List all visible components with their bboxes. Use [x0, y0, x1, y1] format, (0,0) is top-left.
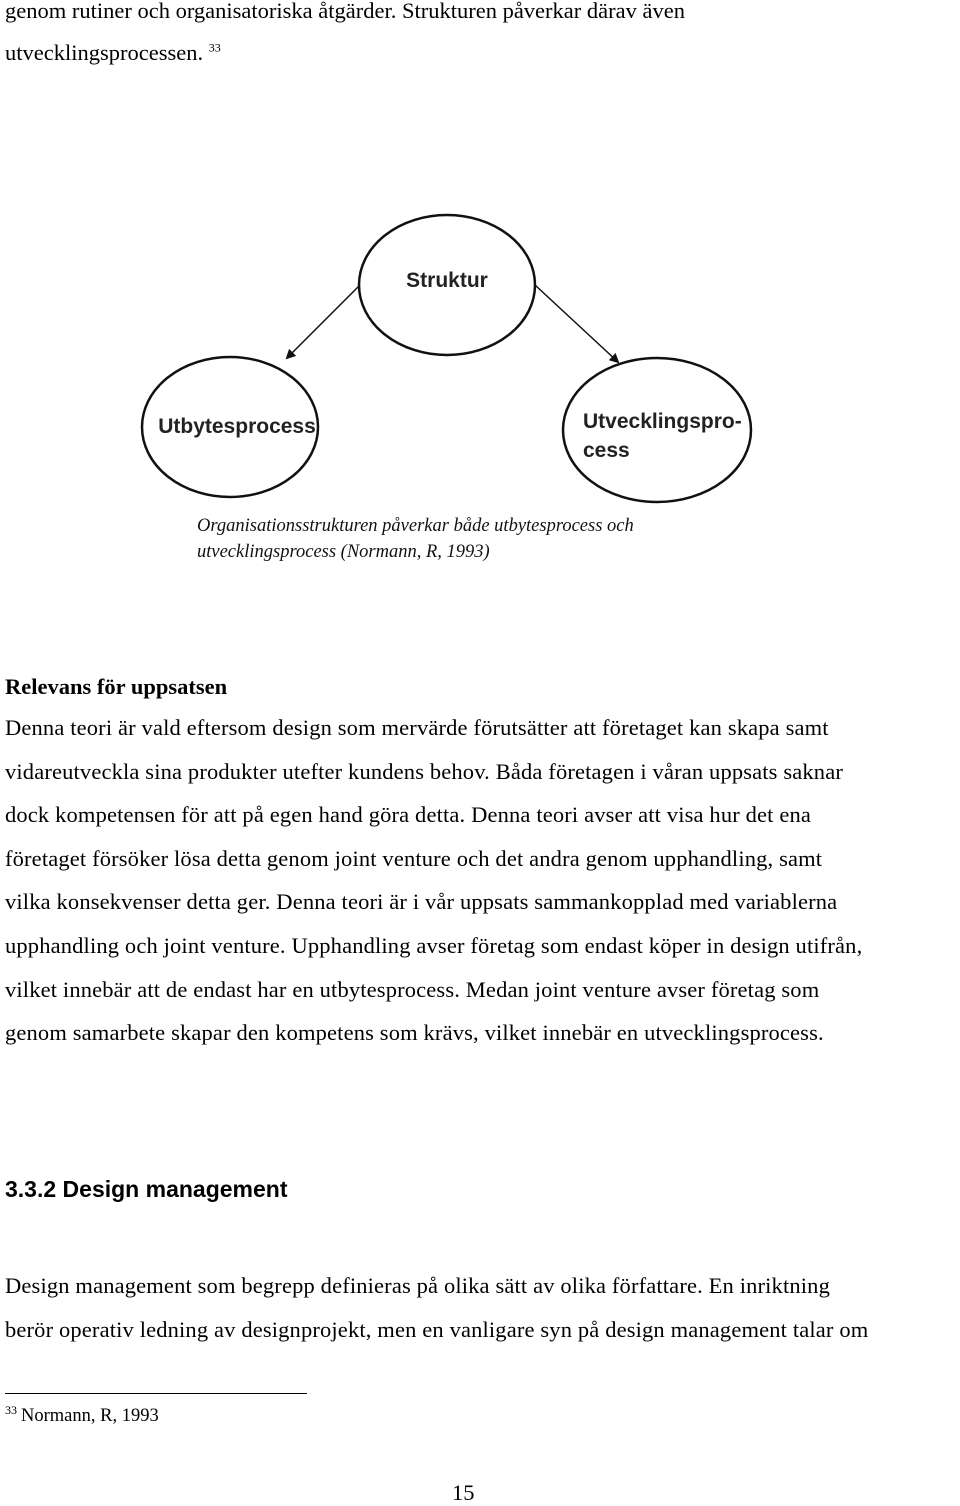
caption-line-2: utvecklingsprocess (Normann, R, 1993): [197, 542, 490, 562]
utbytesprocess-label: Utbytesprocess: [158, 415, 316, 438]
intro-line-1: genom rutiner och organisatoriska åtgärder. Strukturen påverkar därav även: [5, 0, 685, 23]
paragraph-line: Design management som begrepp definieras på olika sätt av olika författare. En inriktning: [5, 1273, 830, 1298]
utvecklingsprocess-label-line1: Utvecklingspro-: [583, 410, 742, 433]
struktur-label: Struktur: [406, 269, 488, 292]
paragraph-line: berör operativ ledning av designprojekt, men en vanligare syn på design management talar om: [5, 1317, 869, 1342]
footnote-text: Normann, R, 1993: [21, 1406, 159, 1426]
intro-line-2-text: utvecklingsprocessen.: [5, 40, 204, 65]
footnote-reference: 33: [208, 40, 221, 55]
footnote: [5, 1402, 159, 1427]
section-heading: Relevans för uppsatsen: [5, 674, 228, 699]
paragraph-line: Denna teori är vald eftersom design som mervärde förutsätter att företaget kan skapa samt: [5, 715, 829, 740]
caption-line-1: Organisationsstrukturen påverkar både utbytesprocess och: [197, 516, 634, 536]
paragraph-line: vidareutveckla sina produkter utefter kundens behov. Båda företagen i våran uppsats saknar: [5, 758, 843, 784]
figure-caption: [197, 513, 634, 565]
arrow-to-utvecklingsprocess: [535, 285, 618, 362]
paragraph-line: vilka konsekvenser detta ger. Denna teori är i vår uppsats sammankopplad med variablerna: [5, 889, 838, 915]
paragraph-line: genom samarbete skapar den kompetens som krävs, vilket innebär en utvecklingsprocess.: [5, 1020, 824, 1046]
subsection-heading: 3.3.2 Design management: [5, 1176, 288, 1202]
structure-diagram: [130, 205, 770, 505]
page-number: 15: [452, 1480, 475, 1505]
footnote-number: 33: [5, 1402, 17, 1417]
footnote-divider: [5, 1393, 307, 1394]
paragraph-line: företaget försöker lösa detta genom joint venture och det andra genom upphandling, samt: [5, 845, 823, 871]
arrow-to-utbytesprocess: [287, 285, 360, 358]
paragraph-line: vilket innebär att de endast har en utbytesprocess. Medan joint venture avser företag som: [5, 976, 820, 1002]
paragraph-relevans: [5, 713, 960, 1062]
paragraph-line: dock kompetensen för att på egen hand göra detta. Denna teori avser att visa hur det ena: [5, 802, 812, 828]
paragraph-design-management: [5, 1271, 960, 1359]
utvecklingsprocess-label-line2: cess: [583, 439, 630, 462]
intro-line-2: [5, 42, 221, 65]
paragraph-line: upphandling och joint venture. Upphandling avser företag som endast köper in design utifrån,: [5, 932, 863, 958]
